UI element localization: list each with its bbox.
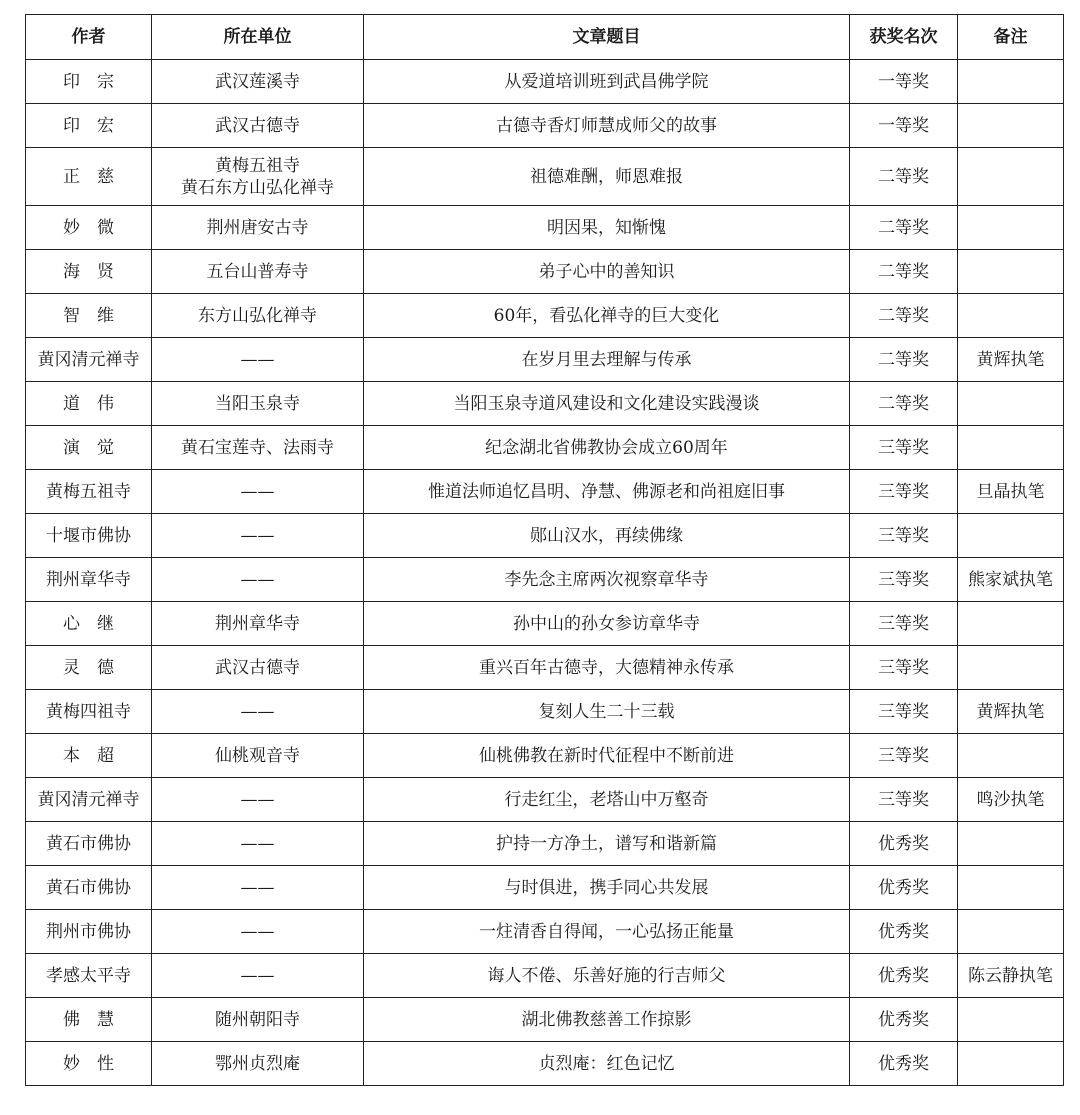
cell-title: 诲人不倦、乐善好施的行吉师父 <box>364 954 850 998</box>
cell-unit <box>152 690 364 734</box>
cell-note: 黄辉执笔 <box>958 690 1064 734</box>
cell-unit <box>152 338 364 382</box>
cell-author: 佛 慧 <box>26 998 152 1042</box>
cell-note: 陈云静执笔 <box>958 954 1064 998</box>
header-unit: 所在单位 <box>152 15 364 60</box>
cell-unit <box>152 734 364 778</box>
cell-unit <box>152 514 364 558</box>
cell-note <box>958 998 1064 1042</box>
cell-note <box>958 426 1064 470</box>
cell-author: 黄石市佛协 <box>26 822 152 866</box>
cell-unit <box>152 866 364 910</box>
cell-award: 优秀奖 <box>850 1042 958 1086</box>
unit-line: 黄石宝莲寺、法雨寺 <box>181 437 334 458</box>
cell-unit <box>152 558 364 602</box>
cell-note <box>958 1042 1064 1086</box>
unit-line: 仙桃观音寺 <box>215 745 300 766</box>
cell-author: 妙 性 <box>26 1042 152 1086</box>
unit-line: —— <box>240 789 275 810</box>
cell-note: 鸣沙执笔 <box>958 778 1064 822</box>
table-row <box>26 734 1064 778</box>
header-title: 文章题目 <box>364 15 850 60</box>
header-author: 作者 <box>26 15 152 60</box>
cell-author: 黄梅五祖寺 <box>26 470 152 514</box>
table-row <box>26 866 1064 910</box>
cell-title: 与时俱进，携手同心共发展 <box>364 866 850 910</box>
cell-award: 二等奖 <box>850 250 958 294</box>
cell-award: 三等奖 <box>850 778 958 822</box>
unit-line: 随州朝阳寺 <box>215 1009 300 1030</box>
cell-author: 演 觉 <box>26 426 152 470</box>
cell-unit <box>152 998 364 1042</box>
cell-note <box>958 250 1064 294</box>
cell-award: 二等奖 <box>850 382 958 426</box>
cell-author: 十堰市佛协 <box>26 514 152 558</box>
unit-line: —— <box>240 525 275 546</box>
cell-title: 祖德难酬，师恩难报 <box>364 148 850 206</box>
table-row <box>26 690 1064 734</box>
unit-line: 黄石东方山弘化禅寺 <box>181 177 334 198</box>
table-row <box>26 514 1064 558</box>
cell-note <box>958 646 1064 690</box>
cell-note: 旦晶执笔 <box>958 470 1064 514</box>
cell-author: 道 伟 <box>26 382 152 426</box>
cell-unit <box>152 822 364 866</box>
table-row <box>26 426 1064 470</box>
cell-author: 心 继 <box>26 602 152 646</box>
cell-author: 荆州市佛协 <box>26 910 152 954</box>
cell-note <box>958 104 1064 148</box>
cell-unit <box>152 426 364 470</box>
cell-title: 郧山汉水，再续佛缘 <box>364 514 850 558</box>
cell-award: 三等奖 <box>850 602 958 646</box>
cell-award: 二等奖 <box>850 294 958 338</box>
award-table <box>25 14 1064 1086</box>
cell-author: 妙 微 <box>26 206 152 250</box>
unit-line: 当阳玉泉寺 <box>215 393 300 414</box>
unit-line: —— <box>240 833 275 854</box>
cell-award: 一等奖 <box>850 104 958 148</box>
cell-note: 黄辉执笔 <box>958 338 1064 382</box>
header-note: 备注 <box>958 15 1064 60</box>
cell-note <box>958 206 1064 250</box>
cell-unit <box>152 954 364 998</box>
cell-title: 护持一方净土，谱写和谐新篇 <box>364 822 850 866</box>
cell-title: 从爱道培训班到武昌佛学院 <box>364 60 850 104</box>
cell-note <box>958 60 1064 104</box>
unit-line: 武汉莲溪寺 <box>215 71 300 92</box>
cell-title: 弟子心中的善知识 <box>364 250 850 294</box>
cell-title: 一炷清香自得闻，一心弘扬正能量 <box>364 910 850 954</box>
unit-line: 黄梅五祖寺 <box>215 155 300 176</box>
cell-unit <box>152 1042 364 1086</box>
table-row <box>26 104 1064 148</box>
cell-award: 三等奖 <box>850 558 958 602</box>
cell-award: 二等奖 <box>850 338 958 382</box>
cell-unit <box>152 104 364 148</box>
table-row <box>26 998 1064 1042</box>
cell-unit <box>152 148 364 206</box>
unit-line: 东方山弘化禅寺 <box>198 305 317 326</box>
cell-title: 李先念主席两次视察章华寺 <box>364 558 850 602</box>
cell-note <box>958 822 1064 866</box>
cell-title: 孙中山的孙女参访章华寺 <box>364 602 850 646</box>
cell-author: 印 宏 <box>26 104 152 148</box>
table-row <box>26 470 1064 514</box>
cell-title: 惟道法师追忆昌明、净慧、佛源老和尚祖庭旧事 <box>364 470 850 514</box>
cell-note <box>958 294 1064 338</box>
table-row <box>26 148 1064 206</box>
table-row <box>26 60 1064 104</box>
table-row <box>26 1042 1064 1086</box>
cell-award: 三等奖 <box>850 470 958 514</box>
cell-title: 古德寺香灯师慧成师父的故事 <box>364 104 850 148</box>
unit-line: 鄂州贞烈庵 <box>215 1053 300 1074</box>
cell-award: 二等奖 <box>850 148 958 206</box>
table-row <box>26 294 1064 338</box>
table-body <box>26 60 1064 1086</box>
cell-award: 优秀奖 <box>850 910 958 954</box>
unit-line: 武汉古德寺 <box>215 115 300 136</box>
table-row <box>26 778 1064 822</box>
unit-line: 五台山普寿寺 <box>206 261 309 282</box>
cell-note <box>958 148 1064 206</box>
cell-award: 优秀奖 <box>850 822 958 866</box>
cell-title: 行走红尘，老塔山中万壑奇 <box>364 778 850 822</box>
table-row <box>26 954 1064 998</box>
cell-title: 60年，看弘化禅寺的巨大变化 <box>364 294 850 338</box>
unit-line: —— <box>240 965 275 986</box>
cell-author: 本 超 <box>26 734 152 778</box>
cell-award: 优秀奖 <box>850 866 958 910</box>
cell-award: 三等奖 <box>850 690 958 734</box>
cell-unit <box>152 250 364 294</box>
cell-author: 黄梅四祖寺 <box>26 690 152 734</box>
cell-award: 三等奖 <box>850 734 958 778</box>
cell-unit <box>152 778 364 822</box>
cell-author: 荆州章华寺 <box>26 558 152 602</box>
cell-award: 三等奖 <box>850 514 958 558</box>
cell-title: 仙桃佛教在新时代征程中不断前进 <box>364 734 850 778</box>
unit-line: 武汉古德寺 <box>215 657 300 678</box>
cell-unit <box>152 602 364 646</box>
cell-title: 当阳玉泉寺道风建设和文化建设实践漫谈 <box>364 382 850 426</box>
unit-line: 荆州唐安古寺 <box>206 217 309 238</box>
header-row <box>26 15 1064 60</box>
cell-award: 二等奖 <box>850 206 958 250</box>
table-row <box>26 338 1064 382</box>
cell-note <box>958 514 1064 558</box>
cell-title: 重兴百年古德寺，大德精神永传承 <box>364 646 850 690</box>
unit-line: —— <box>240 481 275 502</box>
cell-award: 优秀奖 <box>850 954 958 998</box>
cell-author: 智 维 <box>26 294 152 338</box>
unit-line: —— <box>240 877 275 898</box>
cell-author: 灵 德 <box>26 646 152 690</box>
cell-award: 三等奖 <box>850 426 958 470</box>
cell-title: 湖北佛教慈善工作掠影 <box>364 998 850 1042</box>
cell-title: 复刻人生二十三载 <box>364 690 850 734</box>
cell-author: 黄石市佛协 <box>26 866 152 910</box>
unit-line: 荆州章华寺 <box>215 613 300 634</box>
header-award: 获奖名次 <box>850 15 958 60</box>
cell-note <box>958 734 1064 778</box>
table-row <box>26 646 1064 690</box>
table-row <box>26 602 1064 646</box>
cell-title: 在岁月里去理解与传承 <box>364 338 850 382</box>
cell-note <box>958 866 1064 910</box>
cell-author: 正 慈 <box>26 148 152 206</box>
cell-note <box>958 382 1064 426</box>
cell-note <box>958 910 1064 954</box>
cell-author: 黄冈清元禅寺 <box>26 338 152 382</box>
cell-author: 孝感太平寺 <box>26 954 152 998</box>
table-row <box>26 822 1064 866</box>
cell-author: 海 贤 <box>26 250 152 294</box>
unit-line: —— <box>240 701 275 722</box>
cell-note <box>958 602 1064 646</box>
table-row <box>26 910 1064 954</box>
cell-unit <box>152 470 364 514</box>
table-row <box>26 250 1064 294</box>
table-row <box>26 558 1064 602</box>
cell-author: 印 宗 <box>26 60 152 104</box>
table-row <box>26 382 1064 426</box>
cell-title: 明因果，知惭愧 <box>364 206 850 250</box>
cell-author: 黄冈清元禅寺 <box>26 778 152 822</box>
cell-title: 贞烈庵：红色记忆 <box>364 1042 850 1086</box>
cell-unit <box>152 294 364 338</box>
table-header <box>26 15 1064 60</box>
table-row <box>26 206 1064 250</box>
cell-unit <box>152 910 364 954</box>
cell-unit <box>152 206 364 250</box>
cell-unit <box>152 60 364 104</box>
unit-line: —— <box>240 921 275 942</box>
cell-unit <box>152 382 364 426</box>
cell-award: 一等奖 <box>850 60 958 104</box>
cell-title: 纪念湖北省佛教协会成立60周年 <box>364 426 850 470</box>
cell-award: 优秀奖 <box>850 998 958 1042</box>
unit-line: —— <box>240 569 275 590</box>
cell-unit <box>152 646 364 690</box>
cell-note: 熊家斌执笔 <box>958 558 1064 602</box>
unit-line: —— <box>240 349 275 370</box>
cell-award: 三等奖 <box>850 646 958 690</box>
